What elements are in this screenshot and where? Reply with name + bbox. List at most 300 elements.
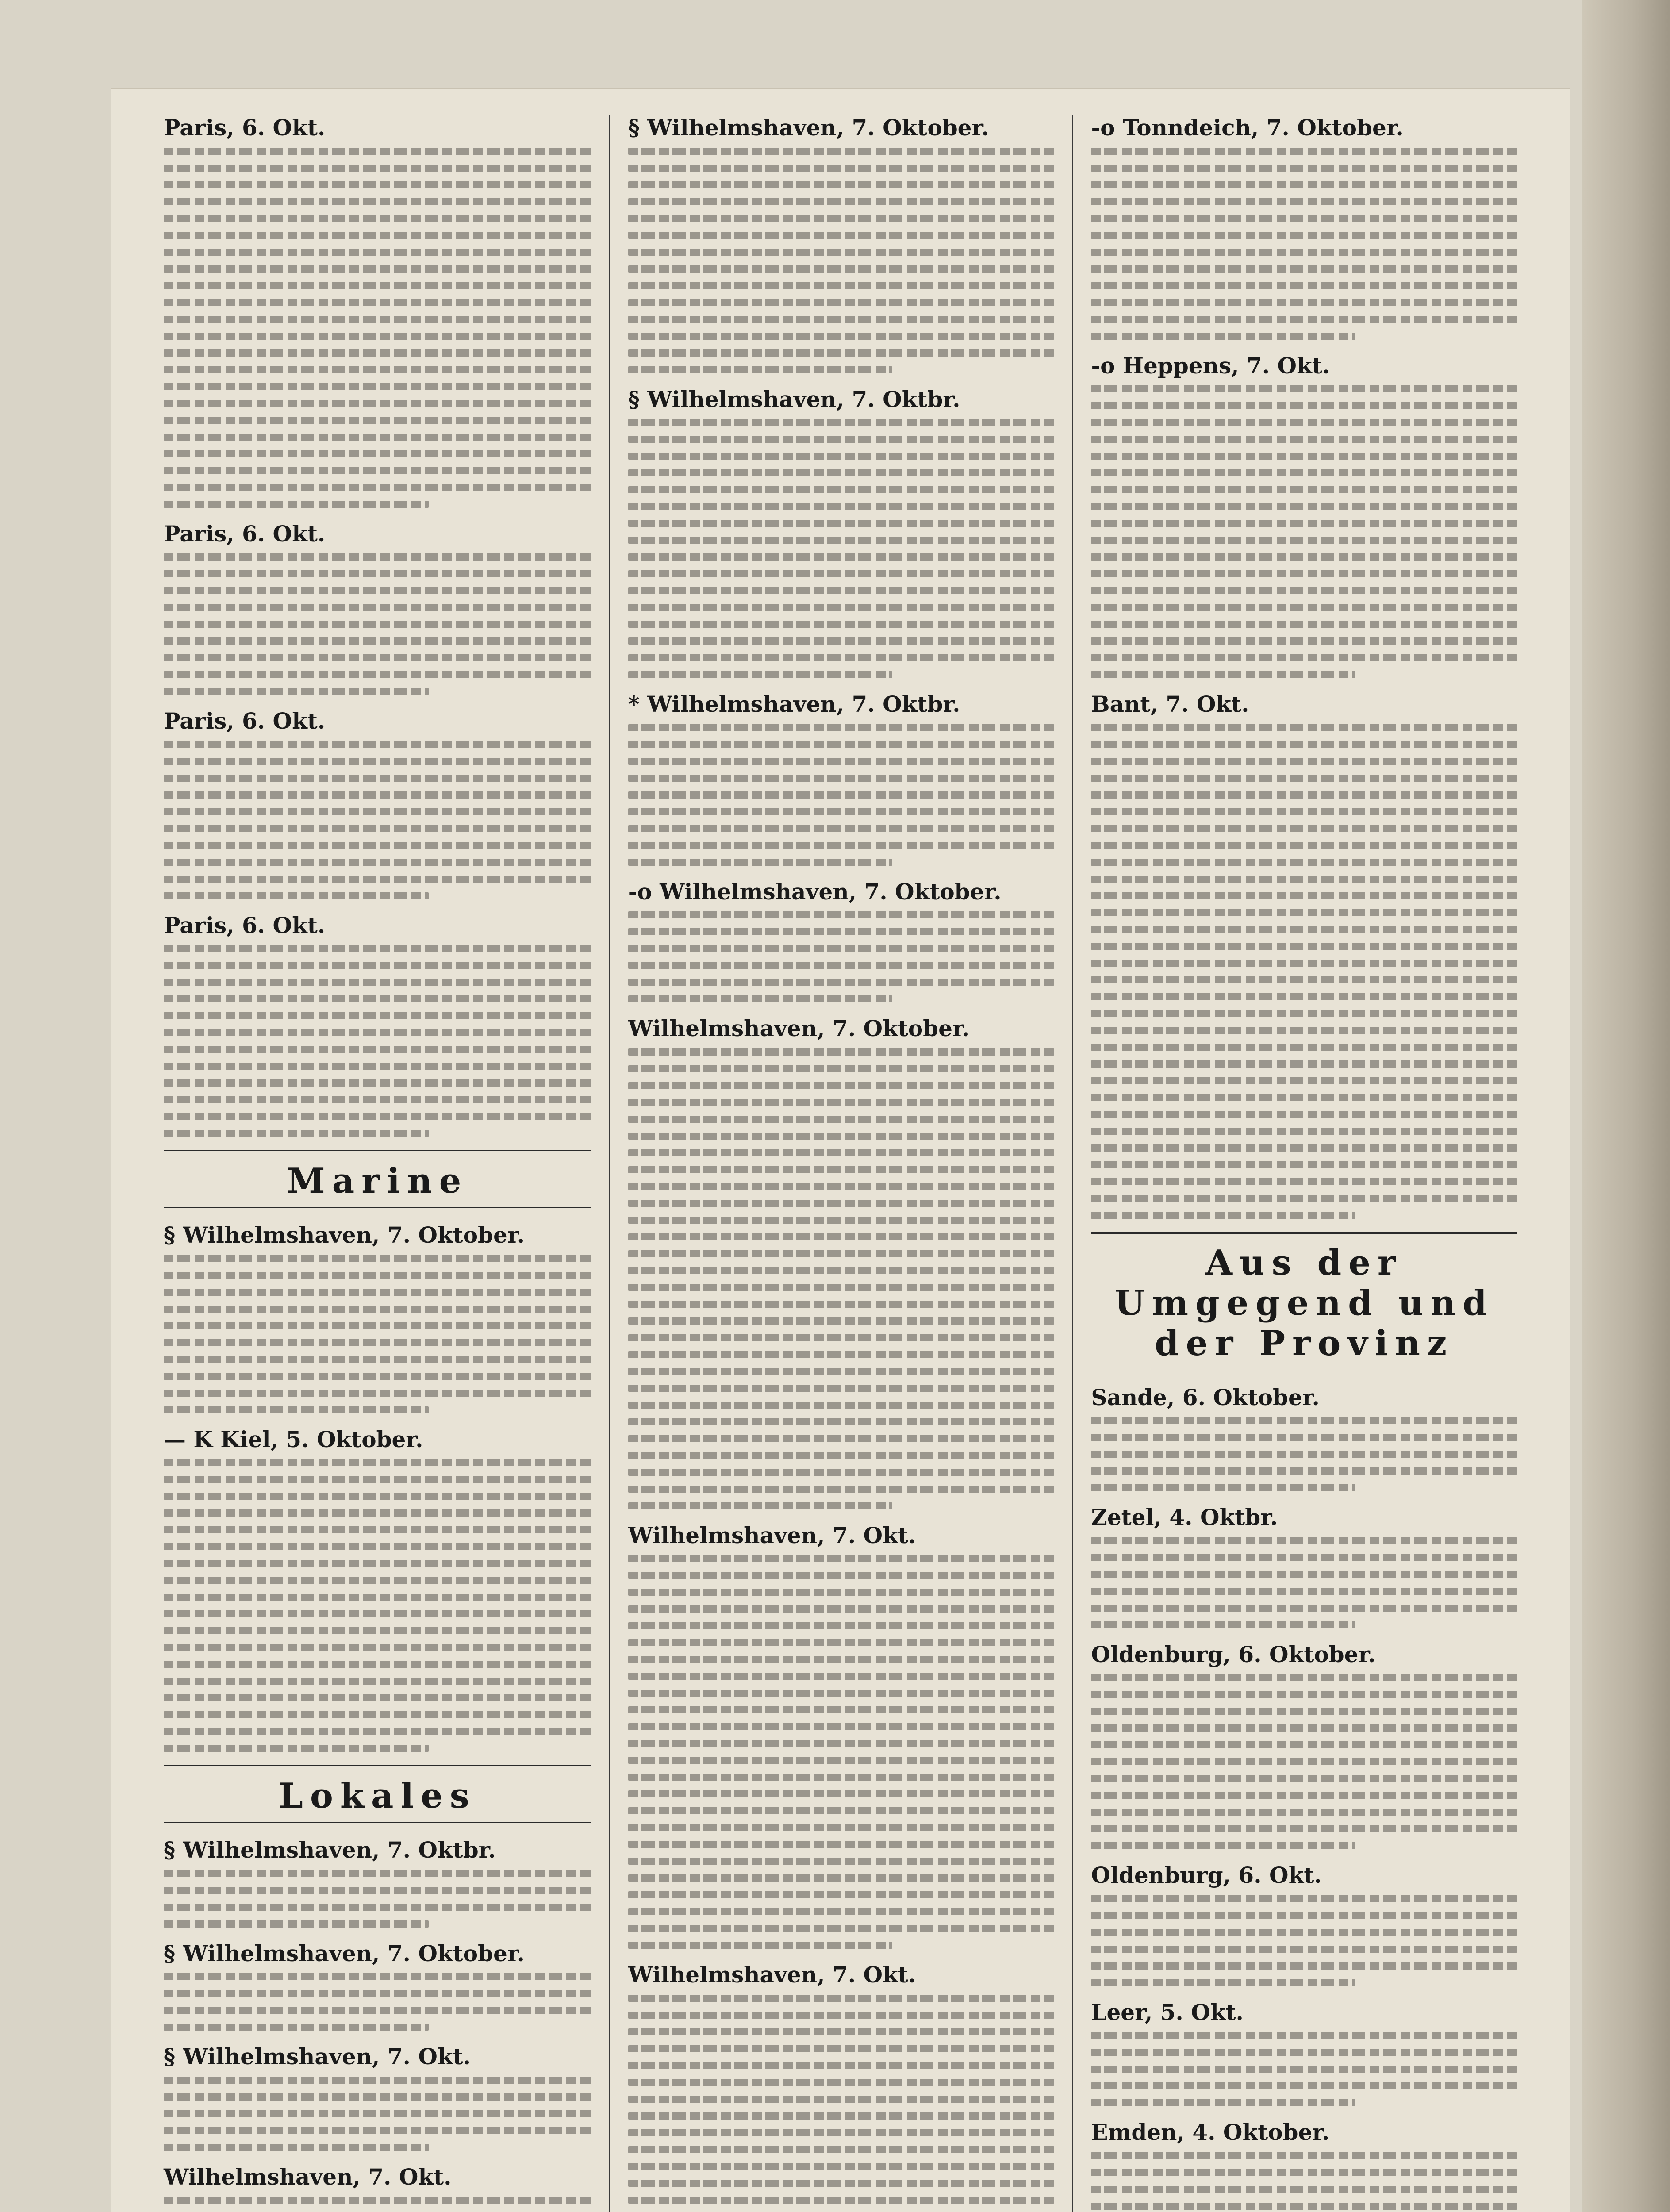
text-line [1091,637,1517,645]
book-binding-edge [1582,0,1670,2212]
text-line [628,808,1055,815]
article [1091,2000,1517,2107]
text-line [1091,402,1517,409]
text-line [1091,1979,1355,1986]
text-line [164,434,591,441]
text-line [1091,1724,1517,1732]
text-line [628,553,1055,561]
text-line [164,501,429,508]
text-line [628,2197,1055,2204]
text-line [628,2028,1055,2035]
text-line [628,724,1055,731]
text-line [164,1560,591,1567]
text-line [164,791,591,799]
text-line [1091,976,1517,983]
text-line [1091,825,1517,832]
text-line [164,2197,591,2204]
text-line [628,1807,1055,1814]
article-body-illegible [164,1867,591,1928]
text-line [628,671,892,678]
text-line [1091,775,1517,782]
text-line [1091,316,1517,323]
text-line [1091,453,1517,460]
article-dateline: § Wilhelmshaven, 7. Oktober. [164,1940,525,1966]
text-line [164,1476,591,1483]
text-line [628,1891,1055,1898]
text-line [1091,1417,1517,1424]
text-line [164,587,591,594]
text-line [628,1351,1055,1358]
text-line [164,366,591,373]
text-line [164,1526,591,1533]
text-line [1091,1010,1517,1017]
text-line [628,349,1055,357]
text-line [628,1908,1055,1915]
article-dateline: Paris, 6. Okt. [164,115,326,141]
text-line [1091,621,1517,628]
article [628,115,1055,373]
text-line [164,1973,591,1980]
text-line [1091,1842,1355,1849]
text-line [164,2024,429,2031]
text-line [164,1272,591,1279]
article [164,521,591,695]
text-line [628,1589,1055,1596]
article-body-illegible [1091,2150,1517,2212]
text-line [1091,1467,1517,1475]
text-line [1091,165,1517,172]
text-line [628,249,1055,256]
text-line [164,1079,591,1087]
text-line [164,215,591,222]
text-line [164,316,591,323]
text-line [1091,1895,1517,1902]
text-line [628,181,1055,188]
text-line [1091,926,1517,933]
text-line [628,1284,1055,1291]
text-line [1091,1758,1517,1765]
article-body-illegible [1091,722,1517,1219]
text-line [164,1356,591,1363]
text-line [628,979,1055,986]
text-line [628,1200,1055,1207]
text-line [1091,1605,1517,1612]
text-line [628,654,1055,661]
text-line [628,1217,1055,1224]
text-line [164,1990,591,1997]
text-line [628,1706,1055,1713]
text-line [628,1572,1055,1579]
article-dateline: * Wilhelmshaven, 7. Oktbr. [628,691,960,717]
text-line [1091,2186,1517,2193]
text-line [164,637,591,645]
article [1091,1385,1517,1492]
article-body-illegible [164,1970,591,2031]
text-line [628,316,1055,323]
text-line [1091,553,1517,561]
text-line [628,741,1055,748]
article-body-illegible [164,1456,591,1752]
text-line [164,1920,429,1928]
article-body-illegible [1091,383,1517,678]
text-line [164,621,591,628]
article-body-illegible [164,1252,591,1413]
text-line [628,2079,1055,2086]
text-line [164,1255,591,1262]
text-line [164,995,591,1002]
text-line [628,1267,1055,1274]
text-line [164,671,591,678]
text-line [628,1233,1055,1240]
text-line [1091,1144,1517,1152]
article-body-illegible [164,942,591,1137]
article [1091,1505,1517,1628]
text-line [164,1644,591,1651]
article [164,2044,591,2151]
text-line [1091,1044,1517,1051]
text-line [1091,1775,1517,1782]
article-dateline: Leer, 5. Okt. [1091,1999,1244,2025]
text-line [1091,1962,1517,1970]
column-2 [609,115,1072,2212]
text-line [628,232,1055,239]
article [1091,1642,1517,1850]
text-line [1091,486,1517,493]
text-line [1091,943,1517,950]
text-line [628,1502,892,1509]
text-line [164,1306,591,1313]
text-line [164,2110,591,2117]
text-line [1091,520,1517,527]
text-line [1091,181,1517,188]
text-line [164,1711,591,1718]
text-line [1091,419,1517,426]
text-line [1091,654,1517,661]
text-line [1091,249,1517,256]
text-line [628,436,1055,443]
text-line [628,758,1055,765]
text-line [1091,503,1517,510]
text-line [1091,2066,1517,2073]
article-dateline: Wilhelmshaven, 7. Okt. [628,1522,916,1548]
article-body-illegible [1091,2029,1517,2106]
text-line [164,1130,429,1137]
text-line [164,570,591,577]
text-line [628,1149,1055,1156]
text-line [1091,1691,1517,1698]
text-line [1091,1588,1517,1595]
text-line [1091,1111,1517,1118]
text-line [164,1339,591,1346]
text-line [628,962,1055,969]
section-heading: Aus der Umgegend und der Provinz [1091,1232,1517,1371]
article-body-illegible [164,2074,591,2151]
article [628,1523,1055,1949]
text-line [628,299,1055,306]
text-line [628,637,1055,645]
text-line [1091,1434,1517,1441]
text-line [628,825,1055,832]
text-line [1091,1792,1517,1799]
text-line [628,1385,1055,1392]
article [628,879,1055,1003]
text-line [164,249,591,256]
text-line [628,1995,1055,2002]
text-line [628,282,1055,289]
text-line [628,1166,1055,1173]
article [164,1427,591,1752]
text-line [164,198,591,205]
text-line [628,1317,1055,1325]
text-line [628,1723,1055,1730]
text-line [628,1452,1055,1459]
text-line [164,383,591,390]
article-dateline: -o Tonndeich, 7. Oktober. [1091,115,1404,141]
text-line [1091,1060,1517,1068]
text-line [164,1661,591,1668]
text-line [628,2129,1055,2136]
text-line [628,570,1055,577]
text-line [164,1887,591,1894]
text-line [1091,2032,1517,2039]
text-line [628,842,1055,849]
text-line [628,775,1055,782]
text-line [1091,876,1517,883]
column-3 [1072,115,1535,2212]
text-line [628,1183,1055,1190]
text-line [1091,469,1517,476]
text-line [164,1322,591,1329]
article-dateline: Paris, 6. Okt. [164,520,326,547]
text-line [1091,1027,1517,1034]
text-line [628,2163,1055,2170]
text-line [628,1824,1055,1831]
text-line [164,1289,591,1296]
article-body-illegible [164,2194,591,2212]
article-body-illegible [628,145,1055,373]
article-body-illegible [1091,1671,1517,1849]
article-dateline: Paris, 6. Okt. [164,708,326,734]
text-line [1091,198,1517,205]
text-line [1091,1621,1355,1628]
article [164,913,591,1137]
article [1091,691,1517,1219]
text-line [628,1925,1055,1932]
text-line [164,945,591,952]
text-line [164,688,429,695]
text-line [164,299,591,306]
text-line [628,1048,1055,1056]
article-body-illegible [164,738,591,899]
text-line [628,1418,1055,1425]
text-line [628,1334,1055,1341]
article-dateline: § Wilhelmshaven, 7. Oktbr. [164,1837,496,1863]
article-body-illegible [164,551,591,695]
text-line [628,1740,1055,1747]
article-dateline: Wilhelmshaven, 7. Okt. [628,1962,916,1988]
text-line [628,1858,1055,1865]
text-line [164,775,591,782]
text-line [164,1745,429,1752]
article-body-illegible [1091,1535,1517,1628]
article-dateline: -o Wilhelmshaven, 7. Oktober. [628,878,1002,905]
text-line [628,2096,1055,2103]
article [164,708,591,899]
article-body-illegible [628,909,1055,1002]
text-line [628,333,1055,340]
text-line [164,148,591,155]
text-line [1091,741,1517,748]
text-line [628,1874,1055,1882]
text-line [164,333,591,340]
article-dateline: § Wilhelmshaven, 7. Oktbr. [628,386,960,412]
text-line [628,366,892,373]
text-line [164,1870,591,1877]
text-line [164,1406,429,1413]
text-line [164,1610,591,1617]
text-line [164,1678,591,1685]
article-body-illegible [628,722,1055,866]
text-line [628,1486,1055,1493]
article-dateline: -o Heppens, 7. Okt. [1091,352,1330,379]
text-line [628,503,1055,510]
text-line [164,1063,591,1070]
text-line [164,282,591,289]
text-line [628,1622,1055,1629]
text-line [1091,587,1517,594]
text-line [164,808,591,815]
text-line [628,995,892,1002]
article [164,1941,591,2031]
text-line [164,892,429,899]
article [628,1962,1055,2212]
text-line [628,1301,1055,1308]
article-dateline: — K Kiel, 5. Oktober. [164,1426,423,1452]
article-body-illegible [164,145,591,508]
text-line [164,349,591,357]
text-line [1091,1195,1517,1202]
text-line [628,1099,1055,1106]
article-body-illegible [628,1552,1055,1949]
column-grid [146,115,1535,2212]
text-line [1091,333,1355,340]
text-line [1091,148,1517,155]
text-line [164,1012,591,1019]
text-line [1091,604,1517,611]
article-dateline: Paris, 6. Okt. [164,912,326,938]
text-line [628,604,1055,611]
text-line [164,1594,591,1601]
text-line [1091,842,1517,849]
text-line [1091,2049,1517,2056]
text-line [164,1096,591,1103]
text-line [164,842,591,849]
text-line [164,2093,591,2101]
text-line [628,2062,1055,2069]
text-line [628,1690,1055,1697]
text-line [628,2012,1055,2019]
text-line [164,1577,591,1584]
text-line [164,467,591,474]
article-body-illegible [1091,1893,1517,1986]
text-line [628,2045,1055,2052]
text-line [628,198,1055,205]
article [628,387,1055,679]
article-dateline: § Wilhelmshaven, 7. Oktober. [164,1222,525,1248]
text-line [164,1904,591,1911]
article [164,1837,591,1928]
text-line [1091,909,1517,916]
article [1091,353,1517,679]
text-line [164,1627,591,1634]
text-line [164,962,591,969]
article-dateline: § Wilhelmshaven, 7. Okt. [164,2043,471,2070]
text-line [628,537,1055,544]
article-body-illegible [1091,145,1517,340]
article-dateline: Sande, 6. Oktober. [1091,1384,1320,1410]
article-dateline: Wilhelmshaven, 7. Oktober. [628,1015,970,1041]
text-line [1091,993,1517,1000]
text-line [628,1402,1055,1409]
text-line [164,265,591,273]
text-line [1091,1484,1355,1491]
article-body-illegible [628,1992,1055,2212]
text-line [628,165,1055,172]
text-line [1091,1708,1517,1715]
article [164,2164,591,2212]
text-line [1091,215,1517,222]
article [628,691,1055,866]
text-line [164,417,591,424]
text-line [628,1116,1055,1123]
text-line [164,741,591,748]
text-line [628,1435,1055,1442]
article [1091,2120,1517,2212]
text-line [628,2146,1055,2153]
article-dateline: Zetel, 4. Oktbr. [1091,1504,1278,1530]
text-line [628,1673,1055,1680]
text-line [164,1543,591,1550]
text-line [628,1656,1055,1663]
text-line [1091,385,1517,392]
text-line [628,621,1055,628]
text-line [628,1841,1055,1848]
text-line [164,825,591,832]
text-line [628,1774,1055,1781]
text-line [628,215,1055,222]
text-line [1091,1554,1517,1561]
text-line [1091,1571,1517,1578]
text-line [1091,1912,1517,1919]
text-line [1091,1451,1517,1458]
article-dateline: Emden, 4. Oktober. [1091,2119,1330,2145]
text-line [1091,2203,1517,2210]
text-line [164,232,591,239]
text-line [628,945,1055,952]
text-line [164,1046,591,1053]
text-line [628,1469,1055,1476]
text-line [1091,1946,1517,1953]
text-line [628,1790,1055,1797]
text-line [1091,1741,1517,1748]
text-line [1091,892,1517,899]
text-line [164,181,591,188]
text-line [1091,1094,1517,1101]
text-line [628,1250,1055,1257]
article [628,1016,1055,1509]
text-line [628,791,1055,799]
text-line [1091,1178,1517,1185]
